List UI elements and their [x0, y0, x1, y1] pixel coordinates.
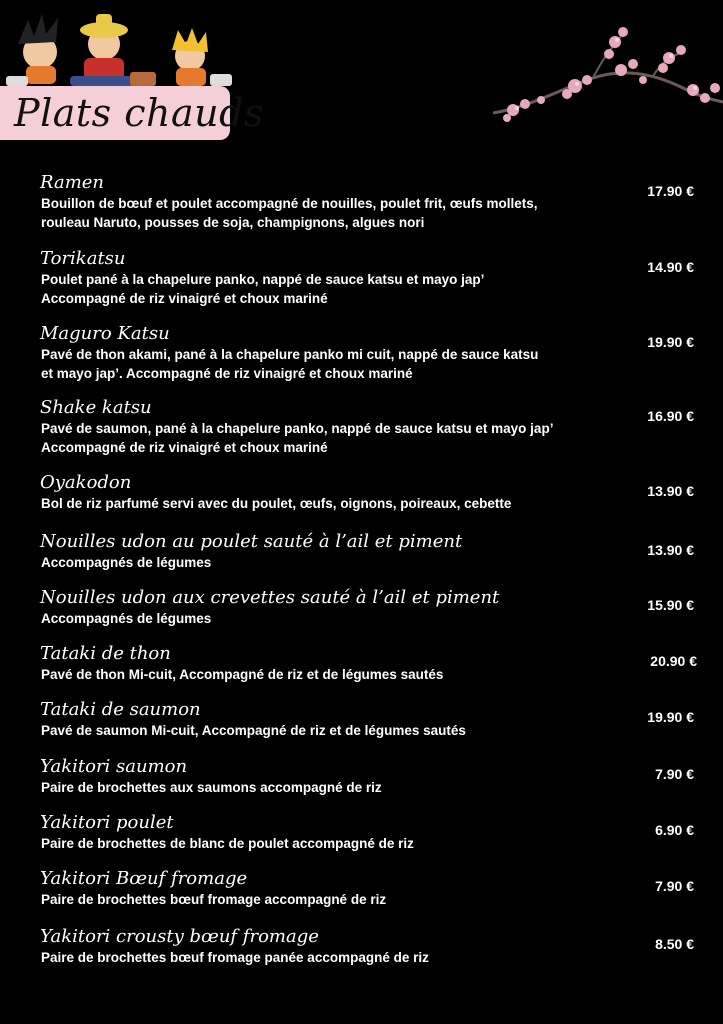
- item-price: 19.90 €: [647, 334, 694, 350]
- item-description: Poulet pané à la chapelure panko, nappé de sauce katsu et mayo jap’ Accompagné de riz vinaigré et choux mariné: [41, 272, 485, 306]
- item-price: 20.90 €: [650, 653, 697, 669]
- item-price: 7.90 €: [655, 766, 694, 782]
- item-description: Paire de brochettes aux saumons accompagné de riz: [41, 780, 382, 795]
- item-name: Yakitori poulet: [40, 812, 174, 833]
- item-description: Paire de brochettes de blanc de poulet accompagné de riz: [41, 836, 414, 851]
- item-price: 7.90 €: [655, 878, 694, 894]
- item-price: 19.90 €: [647, 709, 694, 725]
- menu-item-udon-poulet: [40, 531, 680, 572]
- item-name: Yakitori saumon: [40, 756, 188, 777]
- item-name: Yakitori Bœuf fromage: [40, 868, 248, 889]
- item-price: 6.90 €: [655, 822, 694, 838]
- menu-item-torikatsu: [40, 248, 680, 308]
- item-price: 15.90 €: [647, 597, 694, 613]
- menu-item-tataki-saumon: [40, 699, 680, 740]
- item-description: Pavé de saumon Mi-cuit, Accompagné de riz et de légumes sautés: [41, 723, 466, 738]
- item-price: 17.90 €: [647, 183, 694, 199]
- item-description: Bouillon de bœuf et poulet accompagné de nouilles, poulet frit, œufs mollets, rouleau Naruto, pousses de soja, champignons, algues nori: [41, 196, 538, 230]
- menu-item-tataki-thon: [40, 643, 680, 684]
- item-description: Pavé de thon Mi-cuit, Accompagné de riz et de légumes sautés: [41, 667, 444, 682]
- page-title: Plats chauds: [14, 91, 264, 135]
- item-description: Accompagnés de légumes: [41, 611, 212, 626]
- item-description: Paire de brochettes bœuf fromage panée accompagné de riz: [41, 950, 429, 965]
- menu-item-shake-katsu: [40, 397, 680, 457]
- item-price: 13.90 €: [647, 542, 694, 558]
- menu-item-yakitori-saumon: [40, 756, 680, 797]
- item-description: Pavé de thon akami, pané à la chapelure panko mi cuit, nappé de sauce katsu et mayo jap’. Accompagné de riz vinaigré et choux mariné: [41, 347, 539, 381]
- item-name: Shake katsu: [40, 397, 152, 418]
- item-name: Yakitori crousty bœuf fromage: [40, 926, 319, 947]
- item-name: Tataki de saumon: [40, 699, 201, 720]
- menu-item-ramen: [40, 172, 680, 232]
- menu-item-yakitori-crousty: [40, 926, 680, 967]
- item-name: Ramen: [40, 172, 105, 193]
- item-name: Tataki de thon: [40, 643, 171, 664]
- item-name: Nouilles udon aux crevettes sauté à l’ail et piment: [40, 587, 500, 608]
- menu-item-oyakodon: [40, 472, 680, 513]
- item-description: Paire de brochettes bœuf fromage accompagné de riz: [41, 892, 387, 907]
- item-price: 8.50 €: [655, 936, 694, 952]
- item-price: 13.90 €: [647, 483, 694, 499]
- item-description: Bol de riz parfumé servi avec du poulet, œufs, oignons, poireaux, cebette: [41, 496, 512, 511]
- item-price: 16.90 €: [647, 408, 694, 424]
- menu-item-yakitori-poulet: [40, 812, 680, 853]
- item-name: Nouilles udon au poulet sauté à l’ail et piment: [40, 531, 463, 552]
- menu-item-yakitori-boeuf-fromage: [40, 868, 680, 909]
- menu-item-maguro-katsu: [40, 323, 680, 383]
- item-price: 14.90 €: [647, 259, 694, 275]
- item-name: Torikatsu: [40, 248, 126, 269]
- item-description: Pavé de saumon, pané à la chapelure panko, nappé de sauce katsu et mayo jap’ Accompagné de riz vinaigré et choux mariné: [41, 421, 554, 455]
- item-description: Accompagnés de légumes: [41, 555, 212, 570]
- menu-item-udon-crevettes: [40, 587, 680, 628]
- item-name: Maguro Katsu: [40, 323, 170, 344]
- item-name: Oyakodon: [40, 472, 132, 493]
